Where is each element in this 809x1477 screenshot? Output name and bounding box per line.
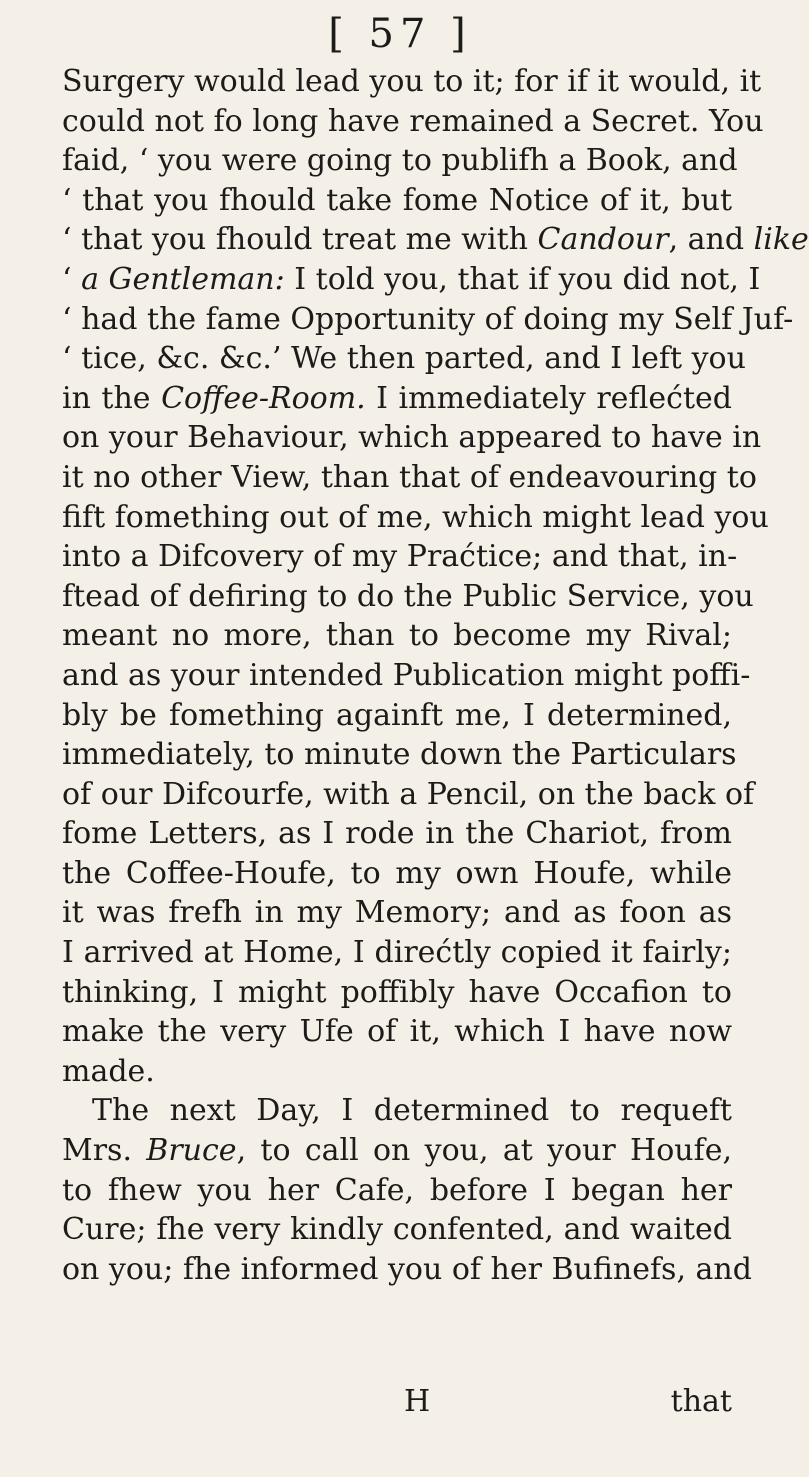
body-text [62,62,809,1289]
text-line: on your Behaviour, which appeared to have in [62,420,762,456]
text-line: Surgery would lead you to it; for if it would, it [62,64,762,99]
text-line: bly be fomething againft me, I determined, [62,697,732,733]
text-line: in the Coffee-Room. I immediately reflećted [62,380,732,416]
text-line: ‘ had the fame Opportunity of doing my Self Juf- [62,301,794,337]
signature-mark: H [404,1384,431,1419]
text-line: meant no more, than to become my Rival; [62,618,732,654]
text-line: made. [62,1053,155,1089]
text-line: on you; fhe informed you of her Bufinefs, and [62,1251,752,1287]
text-line: of our Difcourfe, with a Pencil, on the back of [62,776,755,812]
italic-text: Coffee-Room. [161,380,366,416]
text-line: faid, ‘ you were going to publifh a Book, and [62,143,738,179]
text-line: Cure; fhe very kindly confented, and waited [62,1212,732,1248]
text-line: make the very Ufe of it, which I have now [62,1014,732,1050]
text-line: it was frefh in my Memory; and as foon as [62,895,732,931]
text-line: into a Difcovery of my Praćtice; and that, in- [62,539,738,575]
catchword: that [670,1384,732,1419]
text-line: thinking, I might poffibly have Occafion to [62,974,732,1010]
text-line: it no other View, than that of endeavouring to [62,459,757,495]
text-line: ‘ that you fhould take fome Notice of it, but [62,182,732,218]
text-line: Mrs. Bruce, to call on you, at your Houfe, [62,1133,732,1169]
text-line: I arrived at Home, I direćtly copied it fairly; [62,935,732,971]
italic-text: Bruce [146,1133,237,1169]
text-line: fome Letters, as I rode in the Chariot, from [62,816,732,852]
text-line: The next Day, I determined to requeft [92,1093,732,1129]
italic-text: like [753,222,809,258]
italic-text: Candour [537,222,669,258]
page-footer [62,1382,732,1422]
page-number: [ 57 ] [328,11,472,57]
text-line: and as your intended Publication might poffi- [62,657,751,693]
text-line: ‘ tice, &c. &c.’ We then parted, and I left you [62,341,746,377]
text-line: ftead of defiring to do the Public Service, you [62,578,754,614]
text-line: immediately, to minute down the Particulars [62,737,737,773]
text-line: could not fo long have remained a Secret. You [62,103,764,139]
text-line: fift fomething out of me, which might lead you [62,499,769,535]
text-line: the Coffee-Houfe, to my own Houfe, while [62,855,732,891]
text-line: ‘ that you fhould treat me with Candour, and like [62,222,809,258]
text-line: to fhew you her Cafe, before I began her [62,1172,732,1208]
text-line: ‘ a Gentleman: I told you, that if you did not, I [62,261,761,297]
italic-text: a Gentleman: [81,261,285,297]
